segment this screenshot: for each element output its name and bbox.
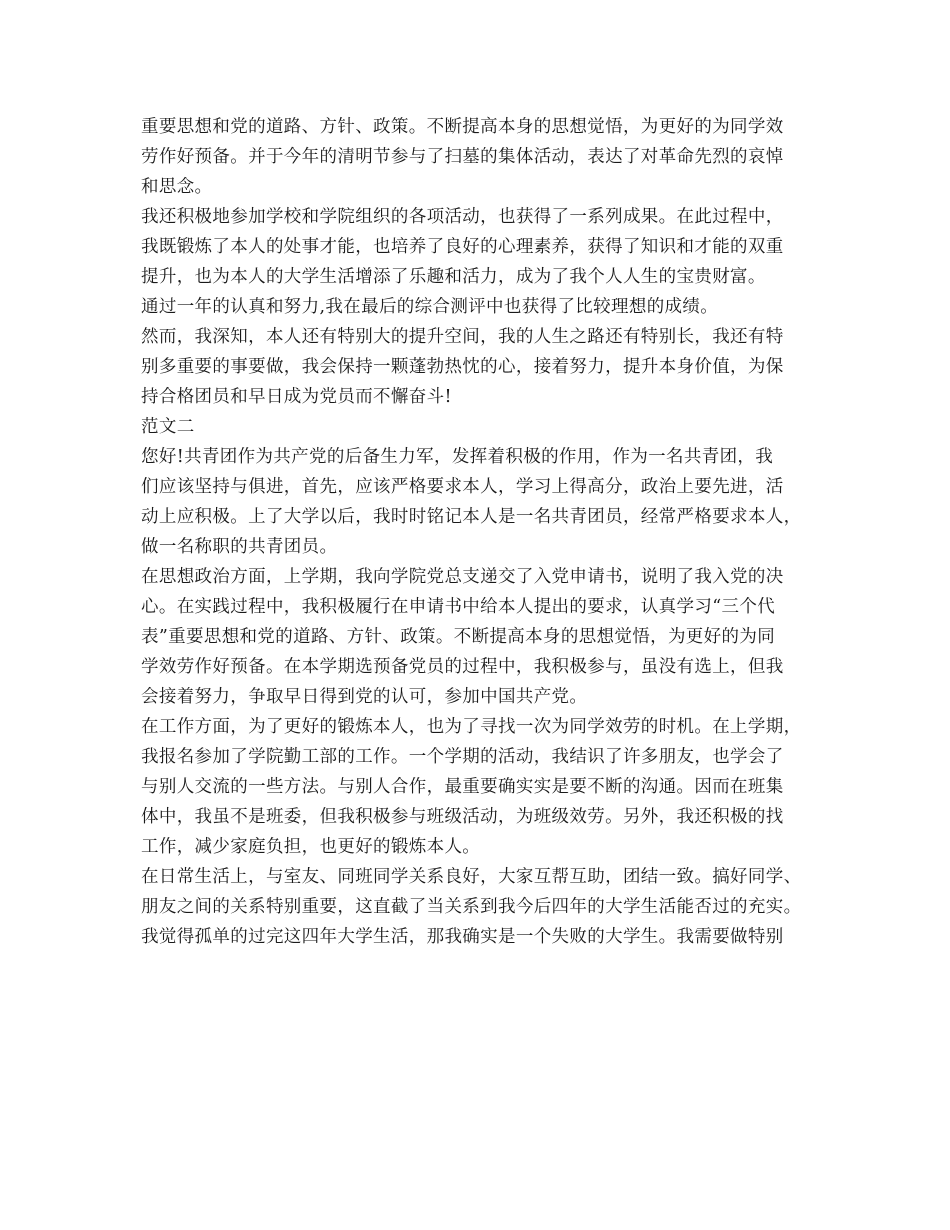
text-line: 您好!共青团作为共产党的后备生力军，发挥着积极的作用，作为一名共青团，我 <box>141 447 774 467</box>
text-line: 会接着努力，争取早日得到党的认可，参加中国共产党。 <box>141 687 588 707</box>
text-line: 心。在实践过程中，我积极履行在申请书中给本人提出的要求，认真学习“三个代 <box>141 597 776 617</box>
text-line: 持合格团员和早日成为党员而不懈奋斗! <box>141 387 452 407</box>
text-line: 提升，也为本人的大学生活增添了乐趣和活力，成为了我个人人生的宝贵财富。 <box>141 267 766 287</box>
text-line: 朋友之间的关系特别重要，这直截了当关系到我今后四年的大学生活能否过的充实。 <box>141 897 802 917</box>
text-line: 与别人交流的一些方法。与别人合作，最重要确实实是要不断的沟通。因而在班集 <box>141 777 784 797</box>
text-line: 表”重要思想和党的道路、方针、政策。不断提高本身的思想觉悟，为更好的为同 <box>141 627 776 647</box>
text-line: 别多重要的事要做，我会保持一颗蓬勃热忱的心，接着努力，提升本身价值，为保 <box>141 357 784 377</box>
text-line: 劳作好预备。并于今年的清明节参与了扫墓的集体活动，表达了对革命先烈的哀悼 <box>141 147 784 167</box>
text-line: 动上应积极。上了大学以后，我时时铭记本人是一名共青团员，经常严格要求本人， <box>141 507 802 527</box>
text-line: 和思念。 <box>141 177 213 197</box>
text-line: 我还积极地参加学校和学院组织的各项活动，也获得了一系列成果。在此过程中， <box>141 207 784 227</box>
text-line: 然而，我深知，本人还有特别大的提升空间，我的人生之路还有特别长，我还有特 <box>141 327 784 347</box>
text-line: 体中，我虽不是班委，但我积极参与班级活动，为班级效劳。另外，我还积极的找 <box>141 807 784 827</box>
text-line: 我既锻炼了本人的处事才能，也培养了良好的心理素养，获得了知识和才能的双重 <box>141 237 784 257</box>
text-line: 我报名参加了学院勤工部的工作。一个学期的活动，我结识了许多朋友，也学会了 <box>141 747 784 767</box>
section-heading: 范文二 <box>141 417 195 437</box>
text-line: 学效劳作好预备。在本学期选预备党员的过程中，我积极参与，虽没有选上，但我 <box>141 657 784 677</box>
text-line: 在日常生活上，与室友、同班同学关系良好，大家互帮互助，团结一致。搞好同学、 <box>141 867 802 887</box>
text-line: 通过一年的认真和努力,我在最后的综合测评中也获得了比较理想的成绩。 <box>141 297 719 317</box>
text-line: 我觉得孤单的过完这四年大学生活，那我确实是一个失败的大学生。我需要做特别 <box>141 927 784 947</box>
document-body <box>141 112 831 952</box>
text-line: 做一名称职的共青团员。 <box>141 537 338 557</box>
text-line: 重要思想和党的道路、方针、政策。不断提高本身的思想觉悟，为更好的为同学效 <box>141 117 784 137</box>
text-line: 工作，减少家庭负担，也更好的锻炼本人。 <box>141 837 481 857</box>
text-line: 们应该坚持与俱进，首先，应该严格要求本人，学习上得高分，政治上要先进，活 <box>141 477 784 497</box>
text-line: 在工作方面，为了更好的锻炼本人，也为了寻找一次为同学效劳的时机。在上学期， <box>141 717 802 737</box>
text-line: 在思想政治方面，上学期，我向学院党总支递交了入党申请书，说明了我入党的决 <box>141 567 784 587</box>
